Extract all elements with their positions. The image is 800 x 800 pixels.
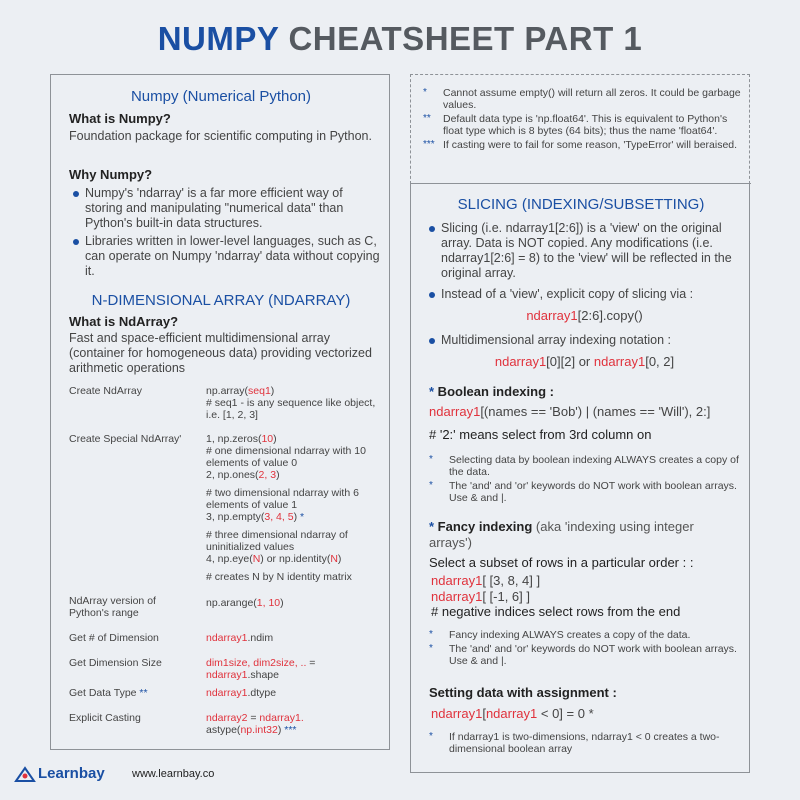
slicing-section (410, 183, 750, 773)
title-rest: CHEATSHEET PART 1 (288, 20, 643, 57)
fancy-code-2: ndarray1[ [-1, 6] ] (431, 589, 530, 604)
footnotes-box (410, 74, 750, 184)
slicing-list (427, 221, 742, 369)
fancy-notes (429, 629, 747, 667)
ndarray-section (50, 285, 390, 750)
list-item: * Selecting data by boolean indexing ALWAYS creates a copy of the data. (429, 454, 739, 478)
numpy-section (50, 74, 390, 286)
casting-label: Explicit Casting (69, 712, 141, 724)
assignment-heading: Setting data with assignment : (429, 685, 617, 700)
numpy-heading: Numpy (Numerical Python) (130, 88, 312, 105)
boolean-indexing-heading: * Boolean indexing : (429, 384, 554, 399)
page-title (0, 20, 800, 58)
dtype-code: ndarray1.dtype (206, 687, 277, 699)
learnbay-logo-icon (14, 765, 36, 783)
list-item: * The 'and' and 'or' keywords do NOT work with boolean arrays. Use & and |. (429, 480, 737, 504)
slicing-heading: SLICING (INDEXING/SUBSETTING) (457, 196, 705, 213)
dtype-label: Get Data Type ** (69, 687, 148, 699)
learnbay-brand: Learnbay (38, 765, 105, 782)
arange-code: np.arange(1, 10) (206, 597, 284, 609)
assignment-note (429, 731, 747, 755)
fancy-indexing-heading: * Fancy indexing (aka 'indexing using integer arrays') (429, 519, 694, 550)
list-item: Instead of a 'view', explicit copy of slicing via : (427, 287, 742, 302)
boolean-comment: # '2:' means select from 3rd column on (429, 427, 652, 442)
fancy-code-1: ndarray1[ [3, 8, 4] ] (431, 573, 541, 588)
ndarray-heading: N-DIMENSIONAL ARRAY (NDARRAY) (91, 292, 351, 309)
assignment-code: ndarray1[ndarray1 < 0] = 0 * (431, 706, 594, 721)
fancy-comment: # negative indices select rows from the end (431, 604, 681, 619)
list-item: Libraries written in lower-level languages, such as C, can operate on Numpy 'ndarray' data without copying it. (71, 234, 381, 279)
boolean-code: ndarray1[(names == 'Bob') | (names == 'Will'), 2:] (429, 404, 711, 419)
why-numpy: Why Numpy? (69, 167, 153, 182)
what-is-numpy: What is Numpy? (69, 111, 171, 126)
boolean-notes (429, 454, 747, 504)
multidim-code: ndarray1[0][2] or ndarray1[0, 2] (494, 354, 675, 369)
ndim-code: ndarray1.ndim (206, 632, 274, 644)
what-is-ndarray-answer: Fast and space-efficient multidimensional array (container for homogeneous data) providing vectorized arithmetic operations (69, 331, 372, 375)
shape-code: dim1size, dim2size, .. = ndarray1.shape (206, 657, 316, 681)
ndim-label: Get # of Dimension (69, 632, 159, 644)
footnote-1: * Cannot assume empty() will return all zeros. It could be garbage values. (423, 87, 741, 111)
footnote-3: *** If casting were to fail for some reason, 'TypeError' will beraised. (423, 139, 738, 151)
shape-label: Get Dimension Size (69, 657, 162, 669)
what-is-ndarray: What is NdArray? (69, 314, 179, 329)
create-ndarray-label: Create NdArray (69, 385, 142, 397)
arange-label: NdArray version of Python's range (69, 595, 156, 619)
list-item: Slicing (i.e. ndarray1[2:6]) is a 'view' on the original array. Data is NOT copied. Any modifications (i.e. ndarray1[2:6] = 8) to the 'view' will be reflected in the original array. (427, 221, 742, 281)
create-special-label: Create Special NdArray' (69, 433, 182, 445)
list-item: Numpy's 'ndarray' is a far more efficient way of storing and manipulating "numerical data" than Python's built-in data structures. (71, 186, 381, 231)
list-item: Multidimensional array indexing notation : (427, 333, 742, 348)
why-numpy-list (71, 186, 381, 279)
website-link[interactable]: www.learnbay.co (132, 768, 215, 780)
footnote-2: ** Default data type is 'np.float64'. This is equivalent to Python's float type which is 8 bytes (64 bits); thus the name 'float64'. (423, 113, 728, 137)
list-item: * Fancy indexing ALWAYS creates a copy of the data. (429, 629, 691, 641)
what-is-numpy-answer: Foundation package for scientific computing in Python. (69, 129, 372, 143)
list-item: * The 'and' and 'or' keywords do NOT work with boolean arrays. Use & and |. (429, 643, 737, 667)
fancy-desc: Select a subset of rows in a particular order : : (429, 555, 694, 570)
list-item: * If ndarray1 is two-dimensions, ndarray1 < 0 creates a two-dimensional boolean array (429, 731, 720, 755)
create-ndarray-code: np.array(seq1) # seq1 - is any sequence like object, i.e. [1, 2, 3] (206, 385, 376, 421)
create-special-code: 1, np.zeros(10) # one dimensional ndarray with 10 elements of value 0 2, np.ones(2, 3) # two dimensional ndarray with 6 elements of value 1 3, np.empty(3, 4, 5) * # three dimensional ndarray of uninitialized values 4, np.eye(N) or np.identity(N) # creates N by N identity matrix (206, 433, 366, 583)
copy-code: ndarray1[2:6].copy() (526, 308, 643, 323)
casting-code: ndarray2 = ndarray1. astype(np.int32) *** (206, 712, 304, 736)
title-numpy: NUMPY (157, 20, 279, 57)
